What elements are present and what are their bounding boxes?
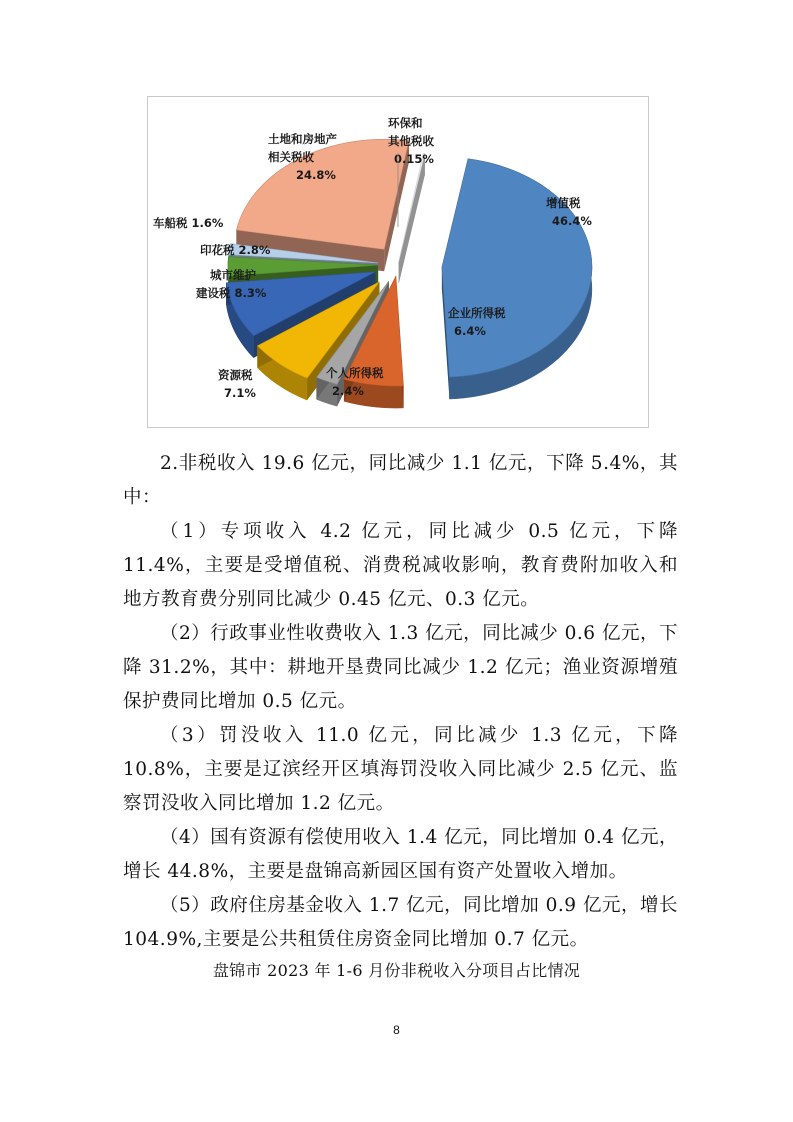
svg-text:24.8%: 24.8% (296, 168, 336, 182)
svg-text:建设税 8.3%: 建设税 8.3% (196, 286, 267, 300)
pie-label-env (388, 116, 434, 166)
svg-text:相关税收: 相关税收 (268, 150, 314, 164)
pie-label-text-stamp: 印花税 2.8% (200, 243, 271, 257)
svg-text:增值税: 增值税 (546, 196, 581, 210)
pie-label-stamp (200, 243, 271, 257)
svg-text:6.4%: 6.4% (454, 324, 486, 338)
body-text (123, 447, 678, 957)
svg-text:7.1%: 7.1% (224, 386, 256, 400)
pie-label-text-vehicle: 车船税 1.6% (153, 216, 224, 230)
svg-text:城市维护: 城市维护 (210, 268, 256, 282)
pie-chart-svg (148, 97, 648, 427)
svg-text:个人所得税: 个人所得税 (326, 366, 384, 380)
paragraph-special-income: （1）专项收入 4.2 亿元，同比减少 0.5 亿元，下降 11.4%，主要是受增值税、消费税减收影响，教育费附加收入和地方教育费分别同比减少 0.45 亿元、0.3 亿元。 (123, 521, 678, 610)
svg-text:土地和房地产: 土地和房地产 (268, 132, 337, 146)
page-number: 8 (393, 1023, 400, 1037)
paragraph-admin-fees: （2）行政事业性收费收入 1.3 亿元，同比减少 0.6 亿元，下降 31.2%，其中：耕地开垦费同比减少 1.2 亿元；渔业资源增殖保护费同比增加 0.5 亿元。 (123, 623, 678, 712)
pie-label-vehicle (153, 216, 224, 230)
pie-slice-vat (442, 159, 592, 399)
pie-label-res (218, 368, 256, 400)
svg-text:2.4%: 2.4% (332, 384, 364, 398)
tax-pie-chart (147, 96, 649, 428)
paragraph-state-resources: （4）国有资源有偿使用收入 1.4 亿元，同比增加 0.4 亿元，增长 44.8%，主要是盘锦高新园区国有资产处置收入增加。 (123, 827, 678, 882)
svg-text:46.4%: 46.4% (552, 214, 592, 228)
svg-text:资源税: 资源税 (218, 368, 253, 382)
paragraph-housing-fund: （5）政府住房基金收入 1.7 亿元，同比增加 0.9 亿元，增长 104.9%,主要是公共租赁住房资金同比增加 0.7 亿元。 (123, 895, 678, 950)
svg-text:企业所得税: 企业所得税 (448, 306, 506, 320)
paragraph-nontax: 2.非税收入 19.6 亿元，同比减少 1.1 亿元，下降 5.4%，其中： (123, 453, 678, 508)
svg-text:环保和: 环保和 (388, 116, 423, 130)
paragraph-fines: （3）罚没收入 11.0 亿元，同比减少 1.3 亿元，下降 10.8%，主要是辽滨经开区填海罚没收入同比减少 2.5 亿元、监察罚没收入同比增加 1.2 亿元。 (123, 725, 678, 814)
svg-text:0.15%: 0.15% (394, 152, 434, 166)
svg-text:其他税收: 其他税收 (388, 134, 434, 148)
next-chart-caption: 盘锦市 2023 年 1-6 月份非税收入分项目占比情况 (212, 961, 581, 980)
